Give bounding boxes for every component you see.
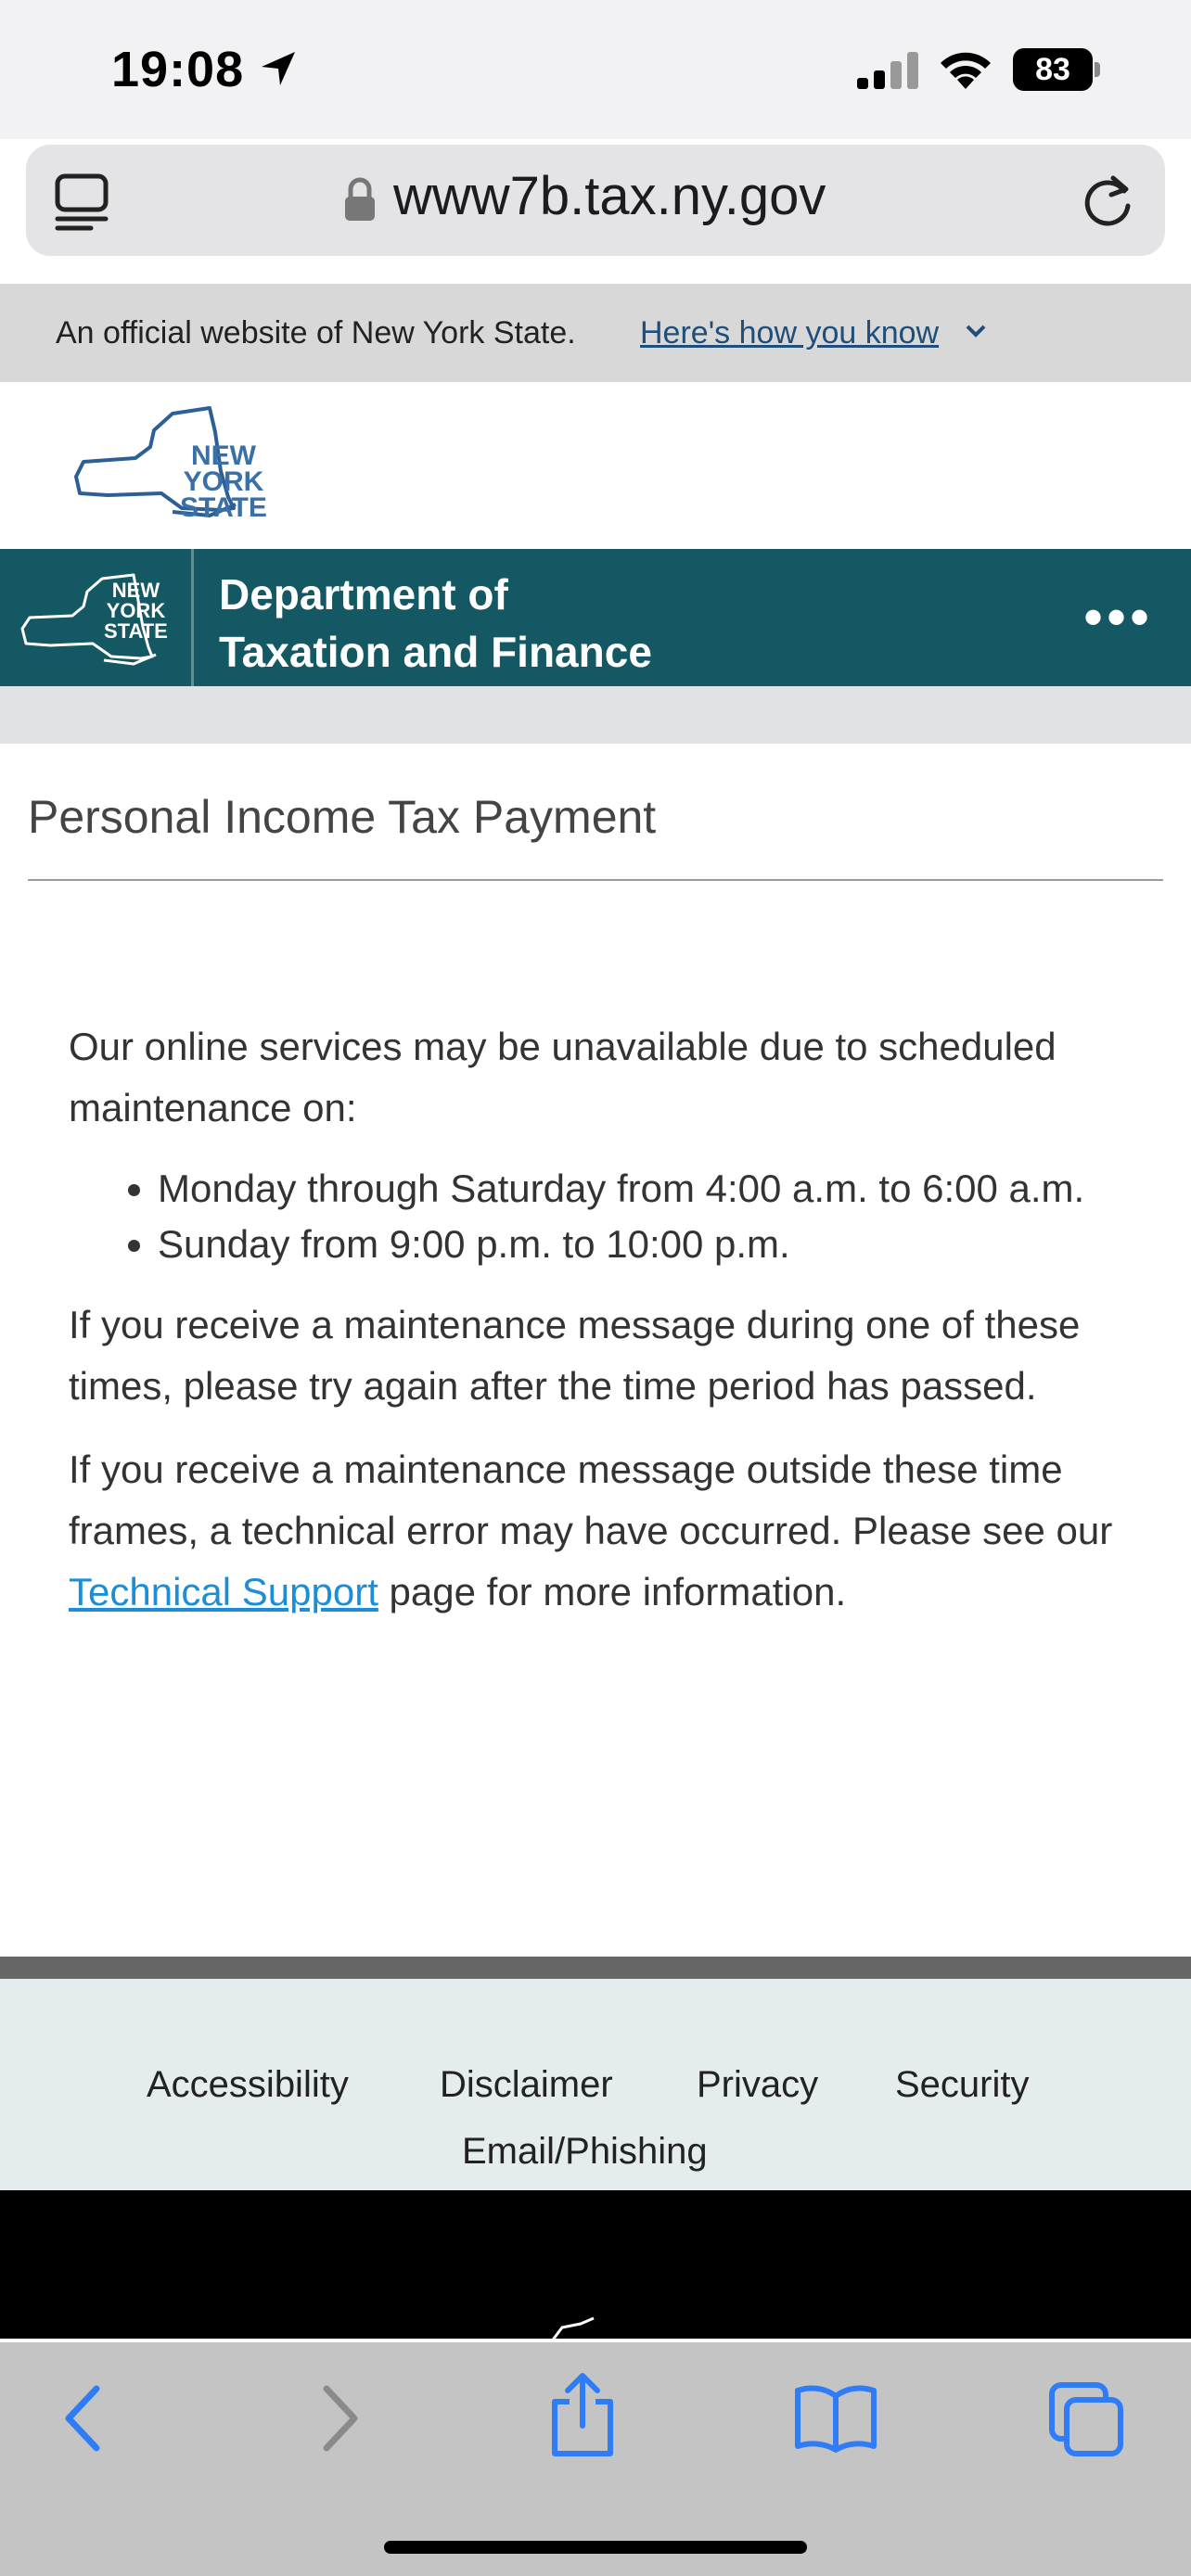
footer-link-disclaimer[interactable]: Disclaimer: [440, 2064, 613, 2105]
official-site-banner: [0, 284, 1191, 382]
department-header: [0, 549, 1191, 686]
nys-logo[interactable]: [70, 404, 265, 529]
wifi-icon: [937, 46, 994, 94]
schedule-list: [158, 1161, 1135, 1272]
department-title[interactable]: Department of Taxation and Finance: [219, 570, 652, 676]
list-item: • Monday through Saturday from 4:00 a.m. to 6:00 a.m.: [158, 1161, 1135, 1217]
browser-toolbar: [0, 2342, 1191, 2576]
more-menu-button[interactable]: •••: [1083, 586, 1154, 648]
back-icon[interactable]: [56, 2379, 111, 2462]
address-bar[interactable]: [26, 145, 1165, 256]
retry-text: If you receive a maintenance message during one of these times, please try again after the time period has passed.: [69, 1303, 1081, 1408]
url-text[interactable]: www7b.tax.ny.gov: [393, 166, 826, 226]
status-bar: [0, 0, 1191, 139]
battery-icon: [1013, 48, 1102, 91]
home-indicator: [384, 2541, 807, 2554]
title-divider: [28, 879, 1163, 881]
cellular-signal-icon: [855, 52, 920, 94]
battery-level: 83: [1013, 48, 1093, 91]
header-divider: [191, 549, 194, 686]
nys-logo-text: NEW YORK STATE: [180, 440, 267, 523]
intro-text: Our online services may be unavailable due to scheduled maintenance on:: [69, 1025, 1057, 1129]
footer-link-privacy[interactable]: Privacy: [697, 2064, 819, 2105]
reload-icon[interactable]: [1078, 171, 1137, 235]
maintenance-notice: [69, 1016, 1135, 1645]
official-site-text: An official website of New York State.: [56, 315, 576, 351]
error-text: If you receive a maintenance message outside these time frames, a technical error may have occurred. Please see our Technical Support page for more information.: [69, 1447, 1113, 1613]
list-item: • Sunday from 9:00 p.m. to 10:00 p.m.: [158, 1217, 1135, 1272]
subheader-strip: [0, 686, 1191, 744]
heres-how-you-know-link[interactable]: Here's how you know: [640, 315, 940, 351]
footer-divider: [0, 1957, 1191, 1979]
footer-bottom: [0, 2190, 1191, 2339]
tabs-icon[interactable]: [1046, 2379, 1126, 2464]
footer-nys-logo: [547, 2305, 621, 2347]
footer-link-security[interactable]: Security: [895, 2064, 1030, 2105]
chevron-down-icon[interactable]: [965, 323, 987, 344]
share-icon[interactable]: [545, 2370, 620, 2464]
status-time: 19:08: [111, 42, 245, 97]
footer-links: [0, 1979, 1191, 2190]
department-logo-text: NEW YORK STATE: [104, 579, 168, 643]
technical-support-link[interactable]: Technical Support: [69, 1570, 378, 1613]
location-arrow-icon: [258, 48, 299, 94]
lock-icon: [341, 176, 378, 227]
nys-logo-row: [0, 382, 1191, 549]
bookmarks-icon[interactable]: [794, 2379, 877, 2458]
page-menu-icon[interactable]: [54, 172, 109, 236]
forward-icon[interactable]: [312, 2379, 367, 2462]
page-title: Personal Income Tax Payment: [28, 791, 657, 843]
footer-link-accessibility[interactable]: Accessibility: [147, 2064, 349, 2105]
footer-link-email-phishing[interactable]: Email/Phishing: [462, 2131, 708, 2172]
